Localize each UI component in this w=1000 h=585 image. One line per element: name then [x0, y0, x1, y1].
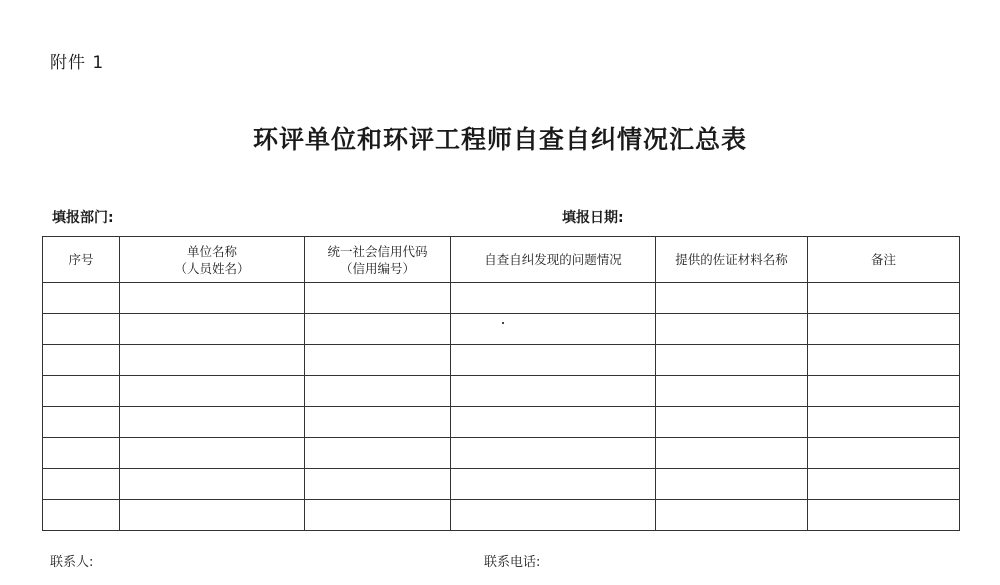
stray-dot: [502, 322, 504, 324]
header-evidence-materials-text: 提供的佐证材料名称: [675, 252, 788, 267]
header-serial-number: [43, 237, 120, 283]
table-row: [43, 407, 960, 438]
table-cell[interactable]: [120, 500, 305, 531]
table-cell[interactable]: [451, 469, 656, 500]
header-remarks: [808, 237, 960, 283]
table-cell[interactable]: [808, 500, 960, 531]
table-cell[interactable]: [451, 438, 656, 469]
attachment-label: 附件 1: [50, 53, 105, 73]
table-cell[interactable]: [808, 345, 960, 376]
table-cell[interactable]: [656, 376, 808, 407]
table-cell[interactable]: [656, 500, 808, 531]
header-serial-number-text: 序号: [68, 252, 94, 267]
table-cell[interactable]: [656, 283, 808, 314]
header-unit-name-subtext: （人员姓名）: [174, 260, 250, 276]
table-cell[interactable]: [305, 407, 451, 438]
header-credit-code: [305, 237, 451, 283]
header-credit-code-text: 统一社会信用代码: [327, 243, 428, 259]
fill-date-label: 填报日期:: [562, 210, 624, 226]
table-header-row: [43, 237, 960, 283]
table-row: [43, 314, 960, 345]
table-cell[interactable]: [451, 376, 656, 407]
table-cell[interactable]: [43, 314, 120, 345]
table-cell[interactable]: [451, 407, 656, 438]
table-cell[interactable]: [120, 469, 305, 500]
table-cell[interactable]: [43, 438, 120, 469]
table-row: [43, 500, 960, 531]
table-row: [43, 283, 960, 314]
table-row: [43, 469, 960, 500]
table-cell[interactable]: [451, 500, 656, 531]
table-cell[interactable]: [120, 314, 305, 345]
table-cell[interactable]: [43, 283, 120, 314]
header-unit-name: [120, 237, 305, 283]
table-cell[interactable]: [305, 500, 451, 531]
table-cell[interactable]: [43, 376, 120, 407]
table-cell[interactable]: [305, 283, 451, 314]
fill-department-label: 填报部门:: [52, 210, 114, 226]
table-cell[interactable]: [808, 376, 960, 407]
contact-person-label: 联系人:: [50, 555, 94, 570]
table-cell[interactable]: [656, 438, 808, 469]
table-cell[interactable]: [305, 438, 451, 469]
header-credit-code-subtext: （信用编号）: [339, 260, 415, 276]
table-cell[interactable]: [120, 345, 305, 376]
table-cell[interactable]: [808, 438, 960, 469]
table-cell[interactable]: [656, 314, 808, 345]
table-cell[interactable]: [451, 314, 656, 345]
table-cell[interactable]: [120, 438, 305, 469]
table-cell[interactable]: [808, 283, 960, 314]
table-cell[interactable]: [305, 314, 451, 345]
page-title: 环评单位和环评工程师自查自纠情况汇总表: [252, 125, 747, 154]
table-cell[interactable]: [305, 469, 451, 500]
table-cell[interactable]: [451, 345, 656, 376]
table-cell[interactable]: [451, 283, 656, 314]
contact-phone-label: 联系电话:: [484, 555, 541, 570]
header-issues-found: [451, 237, 656, 283]
table-row: [43, 345, 960, 376]
table-cell[interactable]: [43, 500, 120, 531]
table-cell[interactable]: [120, 376, 305, 407]
header-issues-found-text: 自查自纠发现的问题情况: [484, 252, 622, 267]
table-cell[interactable]: [43, 469, 120, 500]
table-row: [43, 438, 960, 469]
table-cell[interactable]: [808, 469, 960, 500]
table-cell[interactable]: [808, 407, 960, 438]
header-unit-name-text: 单位名称: [186, 243, 237, 259]
table-cell[interactable]: [656, 469, 808, 500]
table-cell[interactable]: [120, 283, 305, 314]
table-cell[interactable]: [656, 345, 808, 376]
table-cell[interactable]: [305, 345, 451, 376]
table-row: [43, 376, 960, 407]
header-remarks-text: 备注: [870, 252, 896, 267]
summary-table: [42, 236, 960, 531]
table-cell[interactable]: [43, 407, 120, 438]
header-evidence-materials: [656, 237, 808, 283]
table-cell[interactable]: [120, 407, 305, 438]
table-cell[interactable]: [305, 376, 451, 407]
table-cell[interactable]: [808, 314, 960, 345]
table-cell[interactable]: [43, 345, 120, 376]
table-cell[interactable]: [656, 407, 808, 438]
